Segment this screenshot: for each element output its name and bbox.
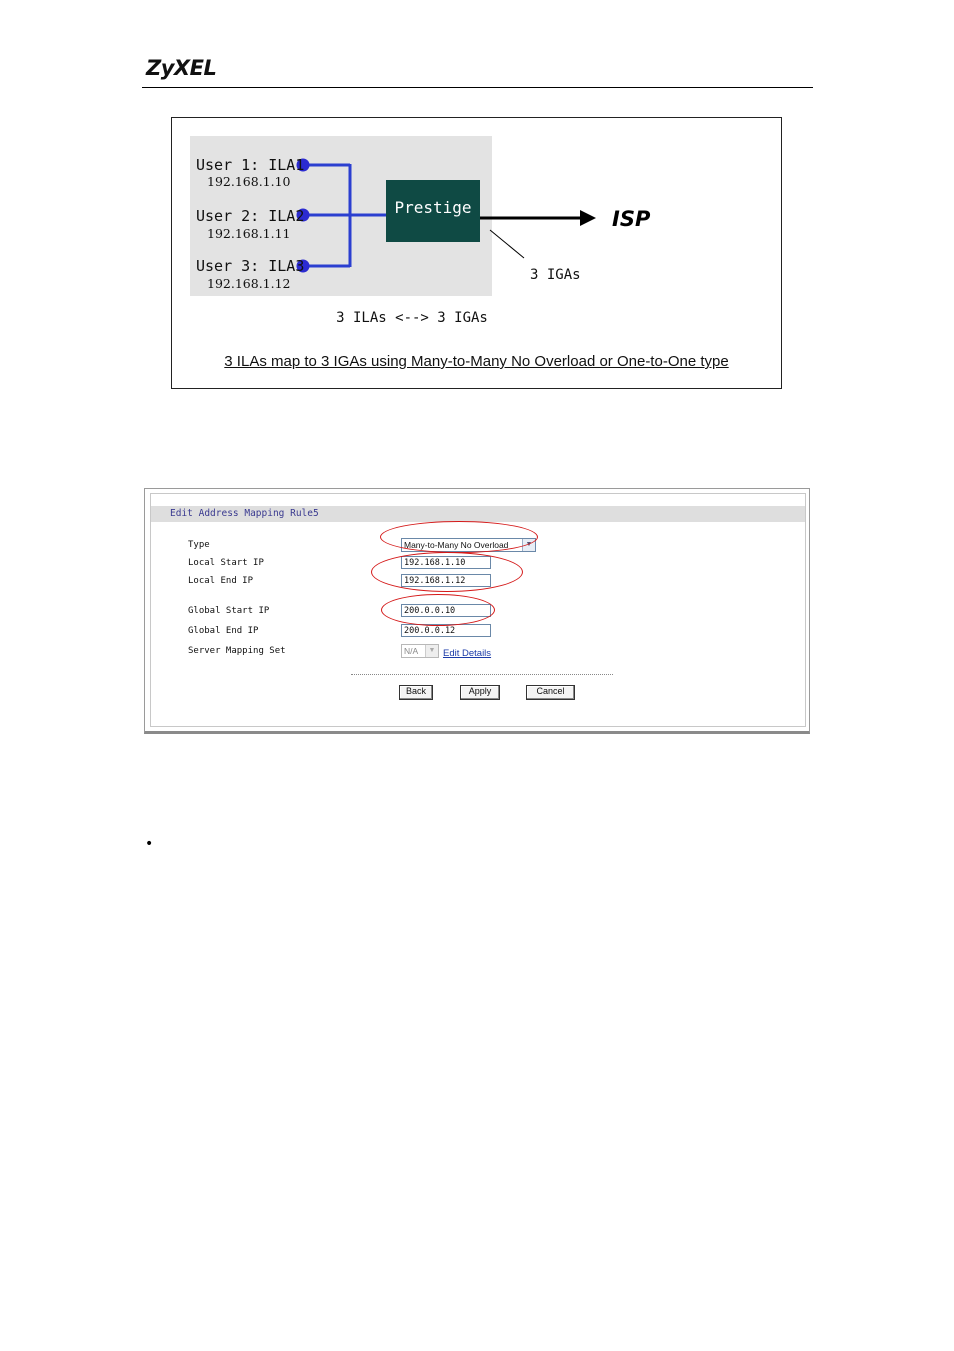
global-end-ip-input[interactable]: 200.0.0.12 bbox=[401, 624, 491, 637]
local-end-ip-input[interactable]: 192.168.1.12 bbox=[401, 574, 491, 587]
global-start-ip-input[interactable]: 200.0.0.10 bbox=[401, 604, 491, 617]
chevron-down-icon[interactable]: ▼ bbox=[425, 645, 438, 657]
type-select-value: Many-to-Many No Overload bbox=[404, 540, 509, 550]
mapping-label: 3 ILAs <--> 3 IGAs bbox=[336, 310, 488, 326]
local-start-ip-input[interactable]: 192.168.1.10 bbox=[401, 556, 491, 569]
type-label: Type bbox=[188, 540, 210, 550]
isp-label: ISP bbox=[612, 207, 651, 231]
panel-title-bar bbox=[151, 506, 805, 522]
edit-details-link[interactable]: Edit Details bbox=[443, 648, 492, 659]
local-start-ip-label: Local Start IP bbox=[188, 558, 264, 568]
user2-ip: 192.168.1.11 bbox=[207, 226, 291, 241]
apply-button[interactable]: Apply bbox=[460, 685, 500, 700]
user3-label: User 3: ILA3 bbox=[196, 257, 305, 275]
back-button[interactable]: Back bbox=[399, 685, 433, 700]
arrow-right-icon bbox=[580, 210, 596, 226]
user2-label: User 2: ILA2 bbox=[196, 207, 305, 225]
panel-frame bbox=[150, 493, 806, 727]
server-mapping-set-select[interactable] bbox=[401, 644, 439, 658]
user1-label: User 1: ILA1 bbox=[196, 156, 305, 174]
igas-pointer bbox=[490, 230, 524, 258]
header-divider bbox=[142, 87, 813, 88]
cancel-button[interactable]: Cancel bbox=[526, 685, 575, 700]
panel-title: Edit Address Mapping Rule5 bbox=[170, 508, 319, 519]
mapping-diagram-figure bbox=[171, 117, 782, 389]
bullet-point: • bbox=[145, 836, 154, 852]
address-mapping-screenshot bbox=[144, 488, 810, 734]
type-highlight-ellipse bbox=[380, 521, 538, 553]
local-ip-highlight-ellipse bbox=[371, 552, 523, 592]
router-label: Prestige bbox=[394, 198, 472, 217]
user3-ip: 192.168.1.12 bbox=[207, 276, 291, 291]
user1-ip: 192.168.1.10 bbox=[207, 174, 291, 189]
figure-caption: 3 ILAs map to 3 IGAs using Many-to-Many No Overload or One-to-One type bbox=[224, 353, 729, 370]
button-divider bbox=[351, 674, 613, 675]
mapping-diagram bbox=[172, 118, 783, 390]
server-mapping-set-value: N/A bbox=[404, 646, 419, 656]
global-end-ip-label: Global End IP bbox=[188, 626, 259, 636]
igas-label: 3 IGAs bbox=[530, 267, 581, 283]
zyxel-logo: ZyXEL bbox=[146, 56, 217, 80]
server-mapping-set-label: Server Mapping Set bbox=[188, 646, 286, 656]
global-start-ip-label: Global Start IP bbox=[188, 606, 270, 616]
chevron-down-icon[interactable]: ▼ bbox=[522, 539, 535, 551]
local-end-ip-label: Local End IP bbox=[188, 576, 254, 586]
global-ip-highlight-ellipse bbox=[381, 594, 495, 626]
